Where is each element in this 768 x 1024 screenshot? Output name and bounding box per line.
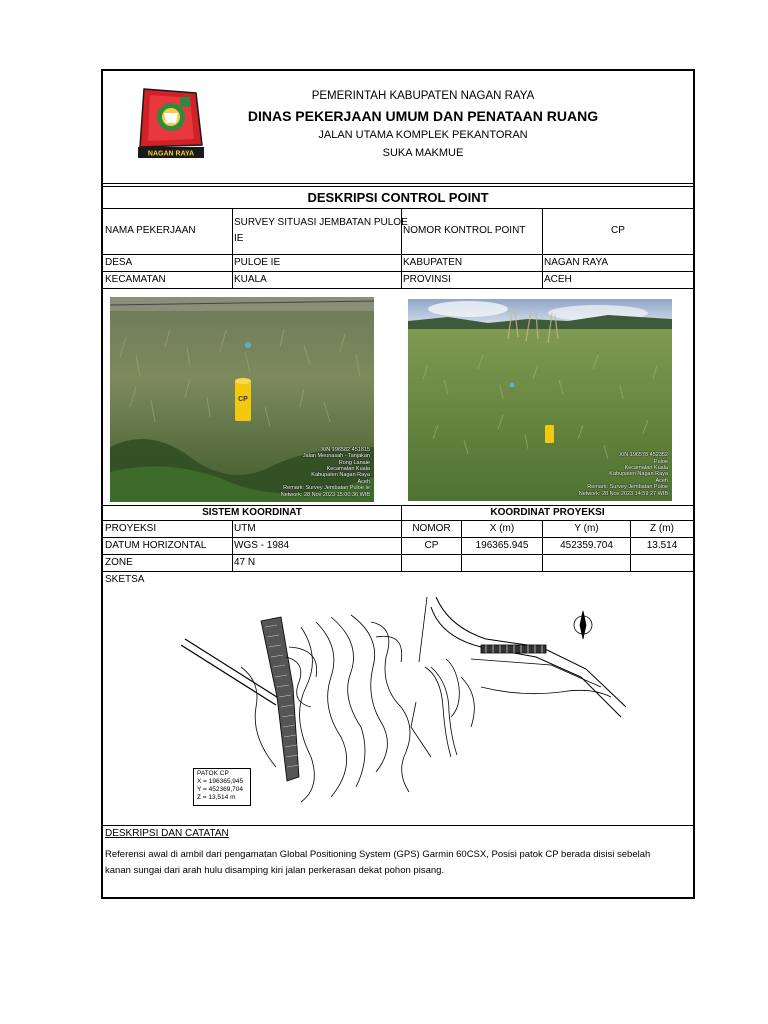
koordinat-proyeksi-title: KOORDINAT PROYEKSI <box>490 507 605 518</box>
header-department: DINAS PEKERJAAN UMUM DAN PENATAAN RUANG <box>247 108 599 124</box>
header-government: PEMERINTAH KABUPATEN NAGAN RAYA <box>311 90 535 102</box>
photo-right-stamp: X/N 196578 452352 Puloe Kecamatan Kuala Kabupaten Nagan Raya Aceh Remark: Survey Jembatan Puloe Network: 28 Nov 2023 14:59:27 WIB <box>578 452 668 497</box>
header-y: Y (m) <box>574 523 599 534</box>
value-x: 196365.945 <box>475 540 529 551</box>
deskripsi-label: DESKRIPSI DAN CATATAN <box>105 828 229 839</box>
provinsi-label: PROVINSI <box>403 274 451 285</box>
photo-right <box>408 299 672 501</box>
nama-pekerjaan-label: NAMA PEKERJAAN <box>105 225 196 236</box>
kabupaten-label: KABUPATEN <box>403 257 463 268</box>
zone-label: ZONE <box>105 557 133 568</box>
deskripsi-text-line2: kanan sungai dari arah hulu disamping kiri jalan perkerasan dekat pohon pisang. <box>105 865 445 876</box>
svg-text:CP: CP <box>238 396 248 403</box>
sistem-koordinat-title: SISTEM KOORDINAT <box>202 507 302 518</box>
kabupaten-value: NAGAN RAYA <box>544 257 609 268</box>
nama-pekerjaan-value-line1: SURVEY SITUASI JEMBATAN PULOE <box>234 217 408 228</box>
nama-pekerjaan-value-line2: IE <box>234 233 244 244</box>
document-sheet <box>101 69 695 899</box>
photo-left <box>110 297 374 502</box>
datum-label: DATUM HORIZONTAL <box>105 540 207 551</box>
value-z: 13.514 <box>646 540 678 551</box>
header-city: SUKA MAKMUE <box>382 147 464 159</box>
provinsi-value: ACEH <box>544 274 572 285</box>
datum-value: WGS - 1984 <box>234 540 290 551</box>
section-title: DESKRIPSI CONTROL POINT <box>307 190 489 205</box>
desa-label: DESA <box>105 257 133 268</box>
zone-value: 47 N <box>234 557 256 568</box>
header-nomor: NOMOR <box>412 523 451 534</box>
svg-text:N: N <box>580 623 586 630</box>
patok-label-box: PATOK CP X = 196365,945 Y = 452369,704 Z = 13,514 m <box>193 768 251 806</box>
desa-value: PULOE IE <box>234 257 281 268</box>
sketsa-label: SKETSA <box>105 574 145 585</box>
proyeksi-value: UTM <box>234 523 256 534</box>
header-address: JALAN UTAMA KOMPLEK PEKANTORAN <box>318 129 528 141</box>
header-x: X (m) <box>489 523 515 534</box>
nagan-raya-logo <box>136 83 206 161</box>
kecamatan-label: KECAMATAN <box>105 274 166 285</box>
kecamatan-value: KUALA <box>234 274 267 285</box>
svg-text:NAGAN RAYA: NAGAN RAYA <box>147 150 195 158</box>
value-y: 452359.704 <box>560 540 613 551</box>
deskripsi-text-line1: Referensi awal di ambil dari pengamatan Global Positioning System (GPS) Garmin 60CSX, Posisi patok CP berada disisi sebelah <box>105 849 651 860</box>
nomor-kontrol-label: NOMOR KONTROL POINT <box>403 225 526 236</box>
nomor-kontrol-value: CP <box>611 225 625 236</box>
photo-left-stamp: X/N 196582 451815 Jalan Meunasah - Tanjakan Rong Lanaie Kecamatan Kuala Kabupaten Nagan Raya Aceh Remark: Survey Jembatan Puloe Ie Network: 28 Nov 2023 15:00:36 WIB <box>280 446 370 498</box>
proyeksi-label: PROYEKSI <box>105 523 157 534</box>
value-nomor: CP <box>424 540 439 551</box>
header-z: Z (m) <box>650 523 674 534</box>
